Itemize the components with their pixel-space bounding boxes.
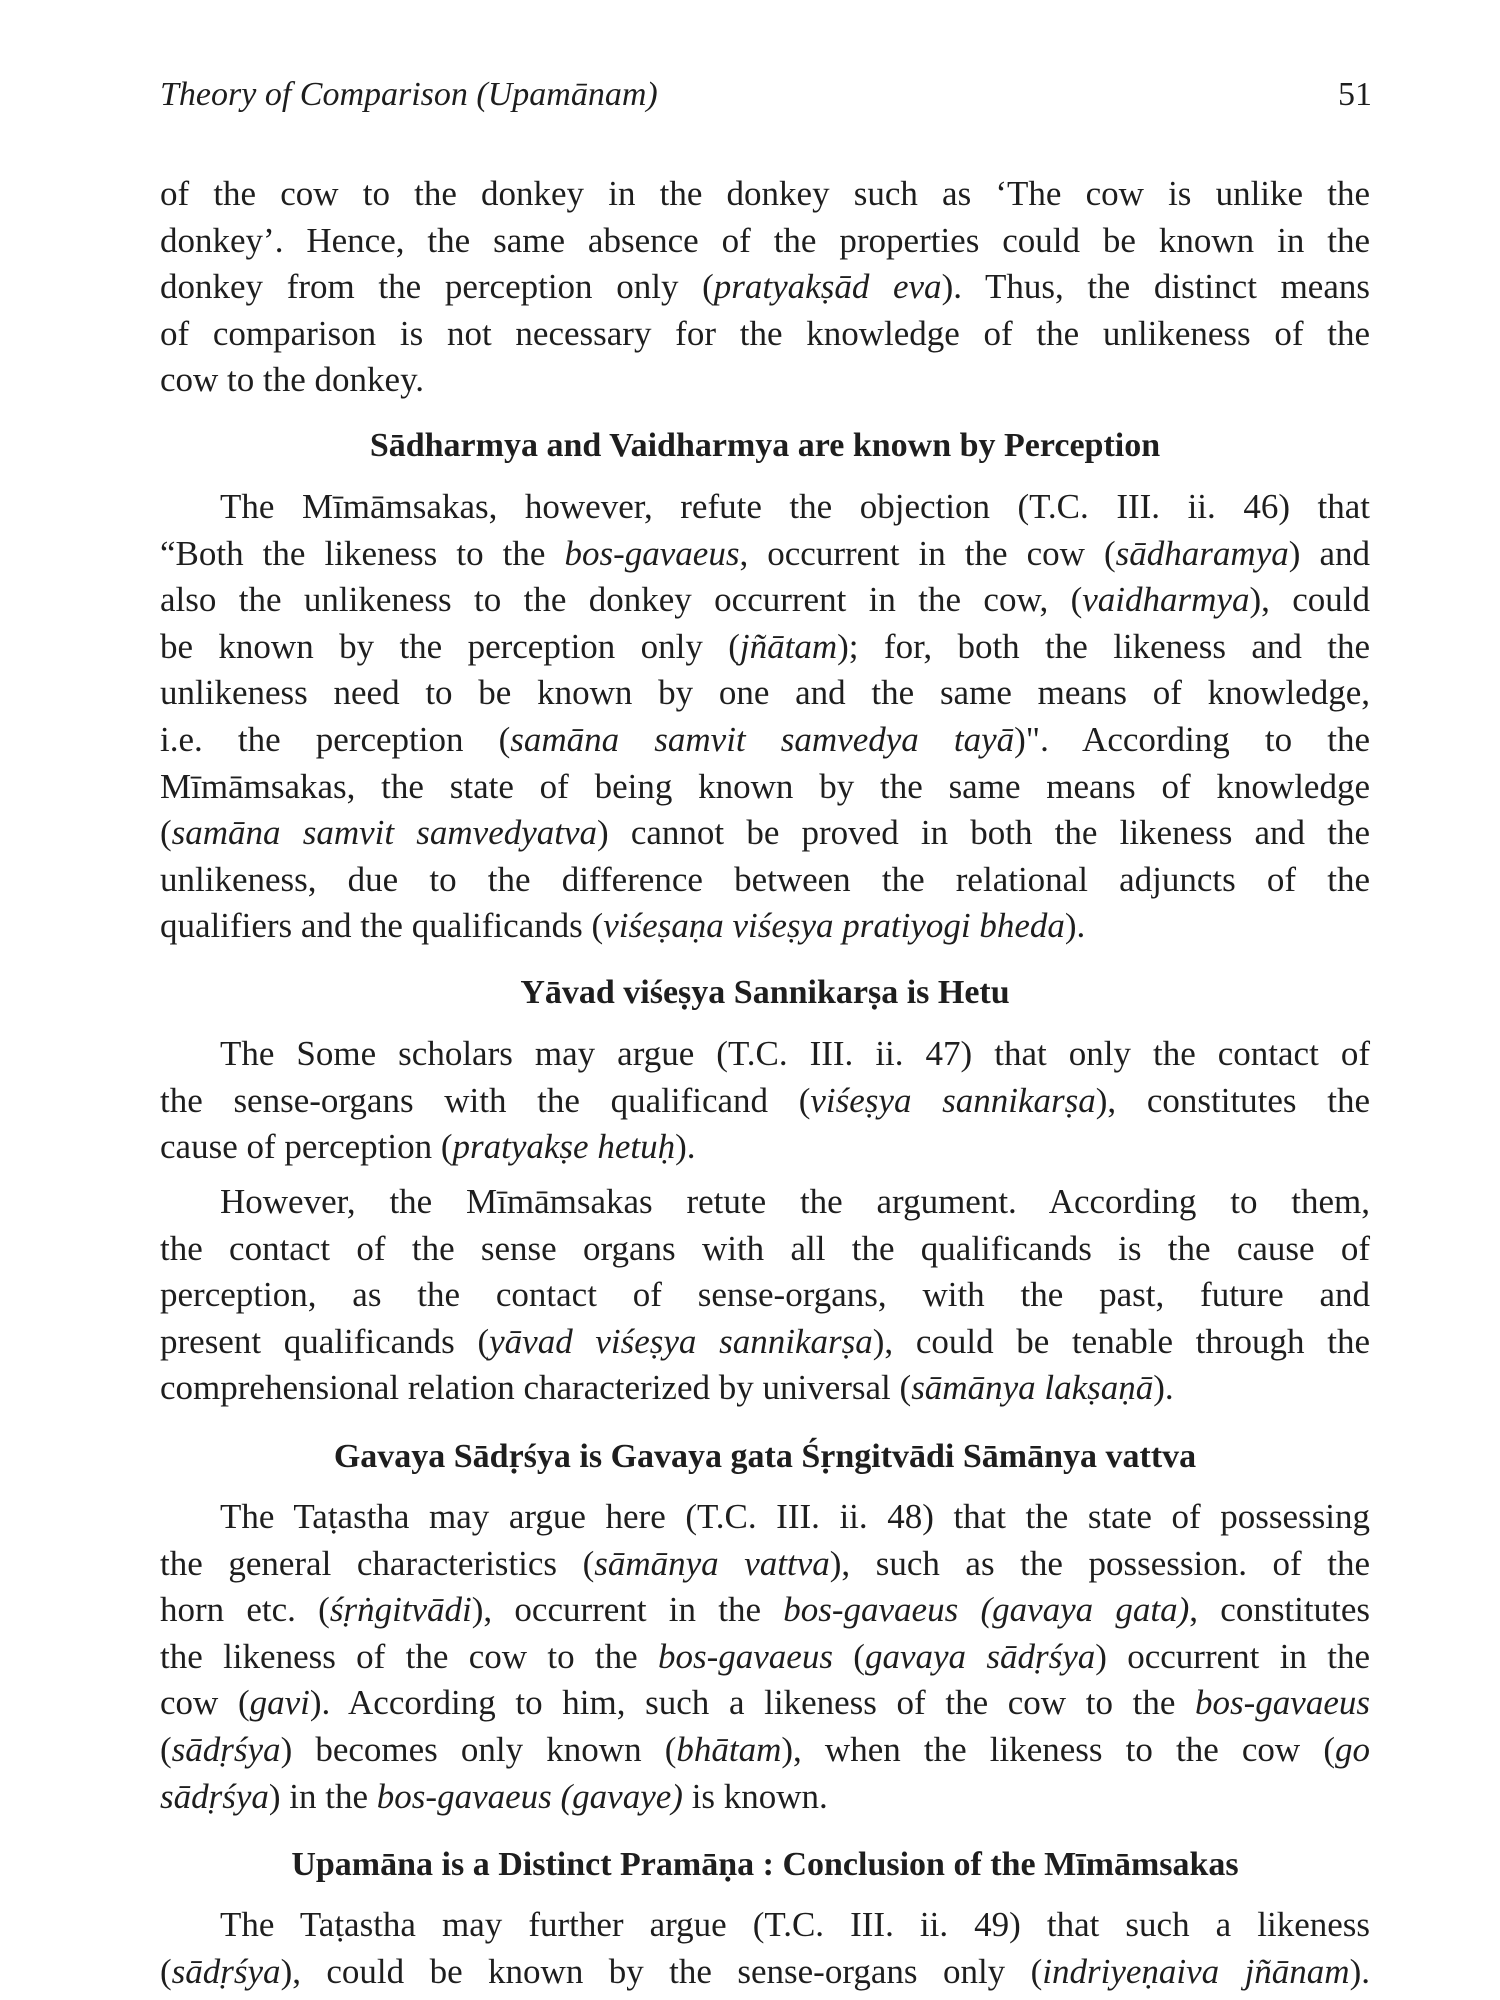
text-run: The Mīmāmsakas, however, refute the objection (T.C. III. ii. 46) that xyxy=(220,487,1370,526)
text-run: , occurrent in the cow ( xyxy=(739,533,1116,573)
text-line xyxy=(160,1494,1370,1541)
text-line xyxy=(160,903,1370,950)
text-line xyxy=(160,171,1370,218)
text-run: comprehensional relation characterized by universal ( xyxy=(160,1368,912,1408)
section-heading xyxy=(160,1842,1370,1889)
text-run: ). xyxy=(1349,1951,1370,1991)
text-line xyxy=(160,1226,1370,1273)
italic-term: sādṛśya xyxy=(171,1729,281,1769)
text-run: also the unlikeness to the donkey occurrent in the cow, ( xyxy=(160,580,1083,620)
italic-term: yāvad viśeṣya sannikarṣa xyxy=(489,1321,873,1361)
italic-term: sādharamya xyxy=(1115,533,1289,573)
text-run: the general characteristics ( xyxy=(160,1543,595,1583)
paragraph xyxy=(160,1494,1370,1820)
text-line xyxy=(160,717,1370,764)
italic-term: sādṛśya xyxy=(160,1776,269,1816)
text-run: The Taṭastha may further argue (T.C. III. ii. 49) that such a likeness xyxy=(220,1905,1370,1944)
text-run: ). Thus, the distinct means xyxy=(941,267,1370,307)
text-run: , constitutes xyxy=(1189,1590,1370,1630)
italic-term: gavi xyxy=(249,1683,310,1723)
italic-term: pratyakṣe hetuḥ xyxy=(452,1127,676,1167)
italic-term: jñātam xyxy=(739,626,838,666)
text-run: cow to the donkey. xyxy=(160,360,425,400)
italic-term: samāna samvit samvedya tayā xyxy=(510,719,1015,759)
text-line xyxy=(160,1774,1370,1821)
text-line xyxy=(160,1179,1370,1226)
italic-term: sāmānya vattva xyxy=(594,1543,830,1583)
italic-term: bos-gavaeus xyxy=(564,533,740,573)
italic-term: bos-gavaeus (gavaye) xyxy=(376,1776,683,1816)
text-run: Mīmāmsakas, the state of being known by the same means of knowledge xyxy=(160,766,1370,806)
text-line xyxy=(160,1680,1370,1727)
text-run: ). According to him, such a likeness of the cow to the xyxy=(309,1683,1196,1723)
text-line xyxy=(160,1634,1370,1681)
text-run: ( xyxy=(160,1951,172,1991)
text-run: is known. xyxy=(682,1776,828,1816)
italic-term: sādṛśya xyxy=(171,1951,281,1991)
running-title: Theory of Comparison (Upamānam) xyxy=(160,76,658,113)
italic-term: vaidharmya xyxy=(1082,580,1250,620)
text-run: ) occurrent in the xyxy=(1095,1636,1370,1676)
text-line xyxy=(160,218,1370,265)
italic-term: gavaya sādṛśya xyxy=(864,1636,1096,1676)
text-run: ) and xyxy=(1288,533,1370,573)
italic-term: bos-gavaeus (gavaya gata) xyxy=(783,1590,1190,1630)
text-run: unlikeness need to be known by one and the same means of knowledge, xyxy=(160,673,1370,713)
text-line xyxy=(160,484,1370,531)
text-run: ), constitutes the xyxy=(1095,1080,1370,1120)
text-line xyxy=(160,1842,1370,1889)
text-line xyxy=(160,1902,1370,1949)
text-run: ), could be tenable through the xyxy=(872,1321,1370,1361)
text-line xyxy=(160,1365,1370,1412)
text-run: ). xyxy=(1064,906,1086,946)
text-run: ) in the xyxy=(268,1776,377,1816)
text-run: ( xyxy=(160,813,172,853)
text-line xyxy=(160,423,1370,470)
text-line xyxy=(160,764,1370,811)
text-run: Yāvad viśeṣya Sannikarṣa is Hetu xyxy=(520,974,1010,1011)
italic-term: viśeṣaṇa viśeṣya pratiyogi bheda xyxy=(603,906,1065,946)
paragraph xyxy=(160,1031,1370,1171)
italic-term: sāmānya lakṣaṇā xyxy=(911,1368,1154,1408)
text-run: ). xyxy=(1153,1368,1174,1408)
text-line xyxy=(160,1124,1370,1171)
text-run: However, the Mīmāmsakas retute the argument. According to them, xyxy=(220,1182,1370,1221)
text-run: the contact of the sense organs with all the qualificands is the cause of xyxy=(160,1228,1370,1268)
text-run: “Both the likeness to the xyxy=(160,533,565,573)
italic-term: śṛṅgitvādi xyxy=(329,1590,472,1630)
text-run: ), such as the possession. of the xyxy=(829,1543,1370,1583)
italic-term: viśeṣya sannikarṣa xyxy=(810,1080,1096,1120)
text-run: Upamāna is a Distinct Pramāṇa : Conclusion of the Mīmāmsakas xyxy=(291,1846,1239,1883)
text-run: ( xyxy=(832,1636,865,1676)
text-run: ) becomes only known ( xyxy=(280,1729,677,1769)
text-run: qualifiers and the qualificands ( xyxy=(160,906,604,946)
text-run: ); for, both the likeness and the xyxy=(837,626,1370,666)
text-run: ), when the likeness to the cow ( xyxy=(781,1729,1336,1769)
section-heading xyxy=(160,970,1370,1017)
text-line xyxy=(160,1949,1370,1996)
text-run: of comparison is not necessary for the knowledge of the unlikeness of the xyxy=(160,313,1370,353)
text-run: the sense-organs with the qualificand ( xyxy=(160,1080,811,1120)
paragraph xyxy=(160,484,1370,950)
text-line xyxy=(160,264,1370,311)
text-run: The Taṭastha may argue here (T.C. III. ii. 48) that the state of possessing xyxy=(220,1497,1370,1536)
text-run: Sādharmya and Vaidharmya are known by Perception xyxy=(369,427,1161,464)
text-line xyxy=(160,577,1370,624)
italic-term: bos-gavaeus xyxy=(1195,1683,1370,1723)
text-run: of the cow to the donkey in the donkey such as ‘The cow is unlike the xyxy=(160,174,1370,213)
text-run: the likeness of the cow to the xyxy=(160,1636,658,1676)
text-run: Gavaya Sādṛśya is Gavaya gata Śṛngitvādi Sāmānya vattva xyxy=(333,1438,1197,1475)
text-run: ), occurrent in the xyxy=(471,1590,784,1630)
italic-term: bos-gavaeus xyxy=(658,1636,833,1676)
section-heading xyxy=(160,1434,1370,1481)
text-run: cow ( xyxy=(160,1683,250,1723)
section-heading xyxy=(160,423,1370,470)
text-run: ( xyxy=(160,1729,172,1769)
text-line xyxy=(160,1319,1370,1366)
text-line xyxy=(160,357,1370,404)
text-line xyxy=(160,1587,1370,1634)
text-run: horn etc. ( xyxy=(160,1590,330,1630)
text-run: ), could xyxy=(1249,580,1370,620)
text-run: )". According to the xyxy=(1014,719,1370,759)
text-run: i.e. the perception ( xyxy=(160,719,511,759)
paragraph xyxy=(160,1902,1370,1995)
text-run: donkey from the perception only ( xyxy=(160,267,714,307)
paragraph xyxy=(160,1179,1370,1412)
text-line xyxy=(160,670,1370,717)
text-run: ), could be known by the sense-organs only ( xyxy=(280,1951,1043,1991)
text-run: unlikeness, due to the difference between the relational adjuncts of the xyxy=(160,859,1370,899)
text-line xyxy=(160,311,1370,358)
text-run: donkey’. Hence, the same absence of the properties could be known in the xyxy=(160,220,1370,260)
page-number: 51 xyxy=(1338,76,1372,113)
text-line xyxy=(160,1272,1370,1319)
text-line xyxy=(160,1078,1370,1125)
text-line xyxy=(160,810,1370,857)
italic-term: samāna samvit samvedyatva xyxy=(171,813,598,853)
text-run: cause of perception ( xyxy=(160,1127,453,1167)
text-line xyxy=(160,1031,1370,1078)
text-run: ) cannot be proved in both the likeness and the xyxy=(597,813,1370,853)
paragraph xyxy=(160,171,1370,404)
italic-term: pratyakṣād eva xyxy=(713,267,942,307)
text-line xyxy=(160,1541,1370,1588)
text-line xyxy=(160,1434,1370,1481)
text-run: be known by the perception only ( xyxy=(160,626,740,666)
text-run: perception, as the contact of sense-organs, with the past, future and xyxy=(160,1275,1370,1315)
italic-term: indriyeṇaiva jñānam xyxy=(1042,1951,1350,1991)
text-run: The Some scholars may argue (T.C. III. ii. 47) that only the contact of xyxy=(220,1034,1370,1073)
text-run: present qualificands ( xyxy=(160,1321,490,1361)
text-line xyxy=(160,970,1370,1017)
italic-term: bhātam xyxy=(676,1729,782,1769)
text-line xyxy=(160,624,1370,671)
italic-term: go xyxy=(1335,1729,1371,1769)
text-line xyxy=(160,531,1370,578)
text-run: ). xyxy=(675,1127,696,1167)
text-line xyxy=(160,857,1370,904)
text-line xyxy=(160,1727,1370,1774)
